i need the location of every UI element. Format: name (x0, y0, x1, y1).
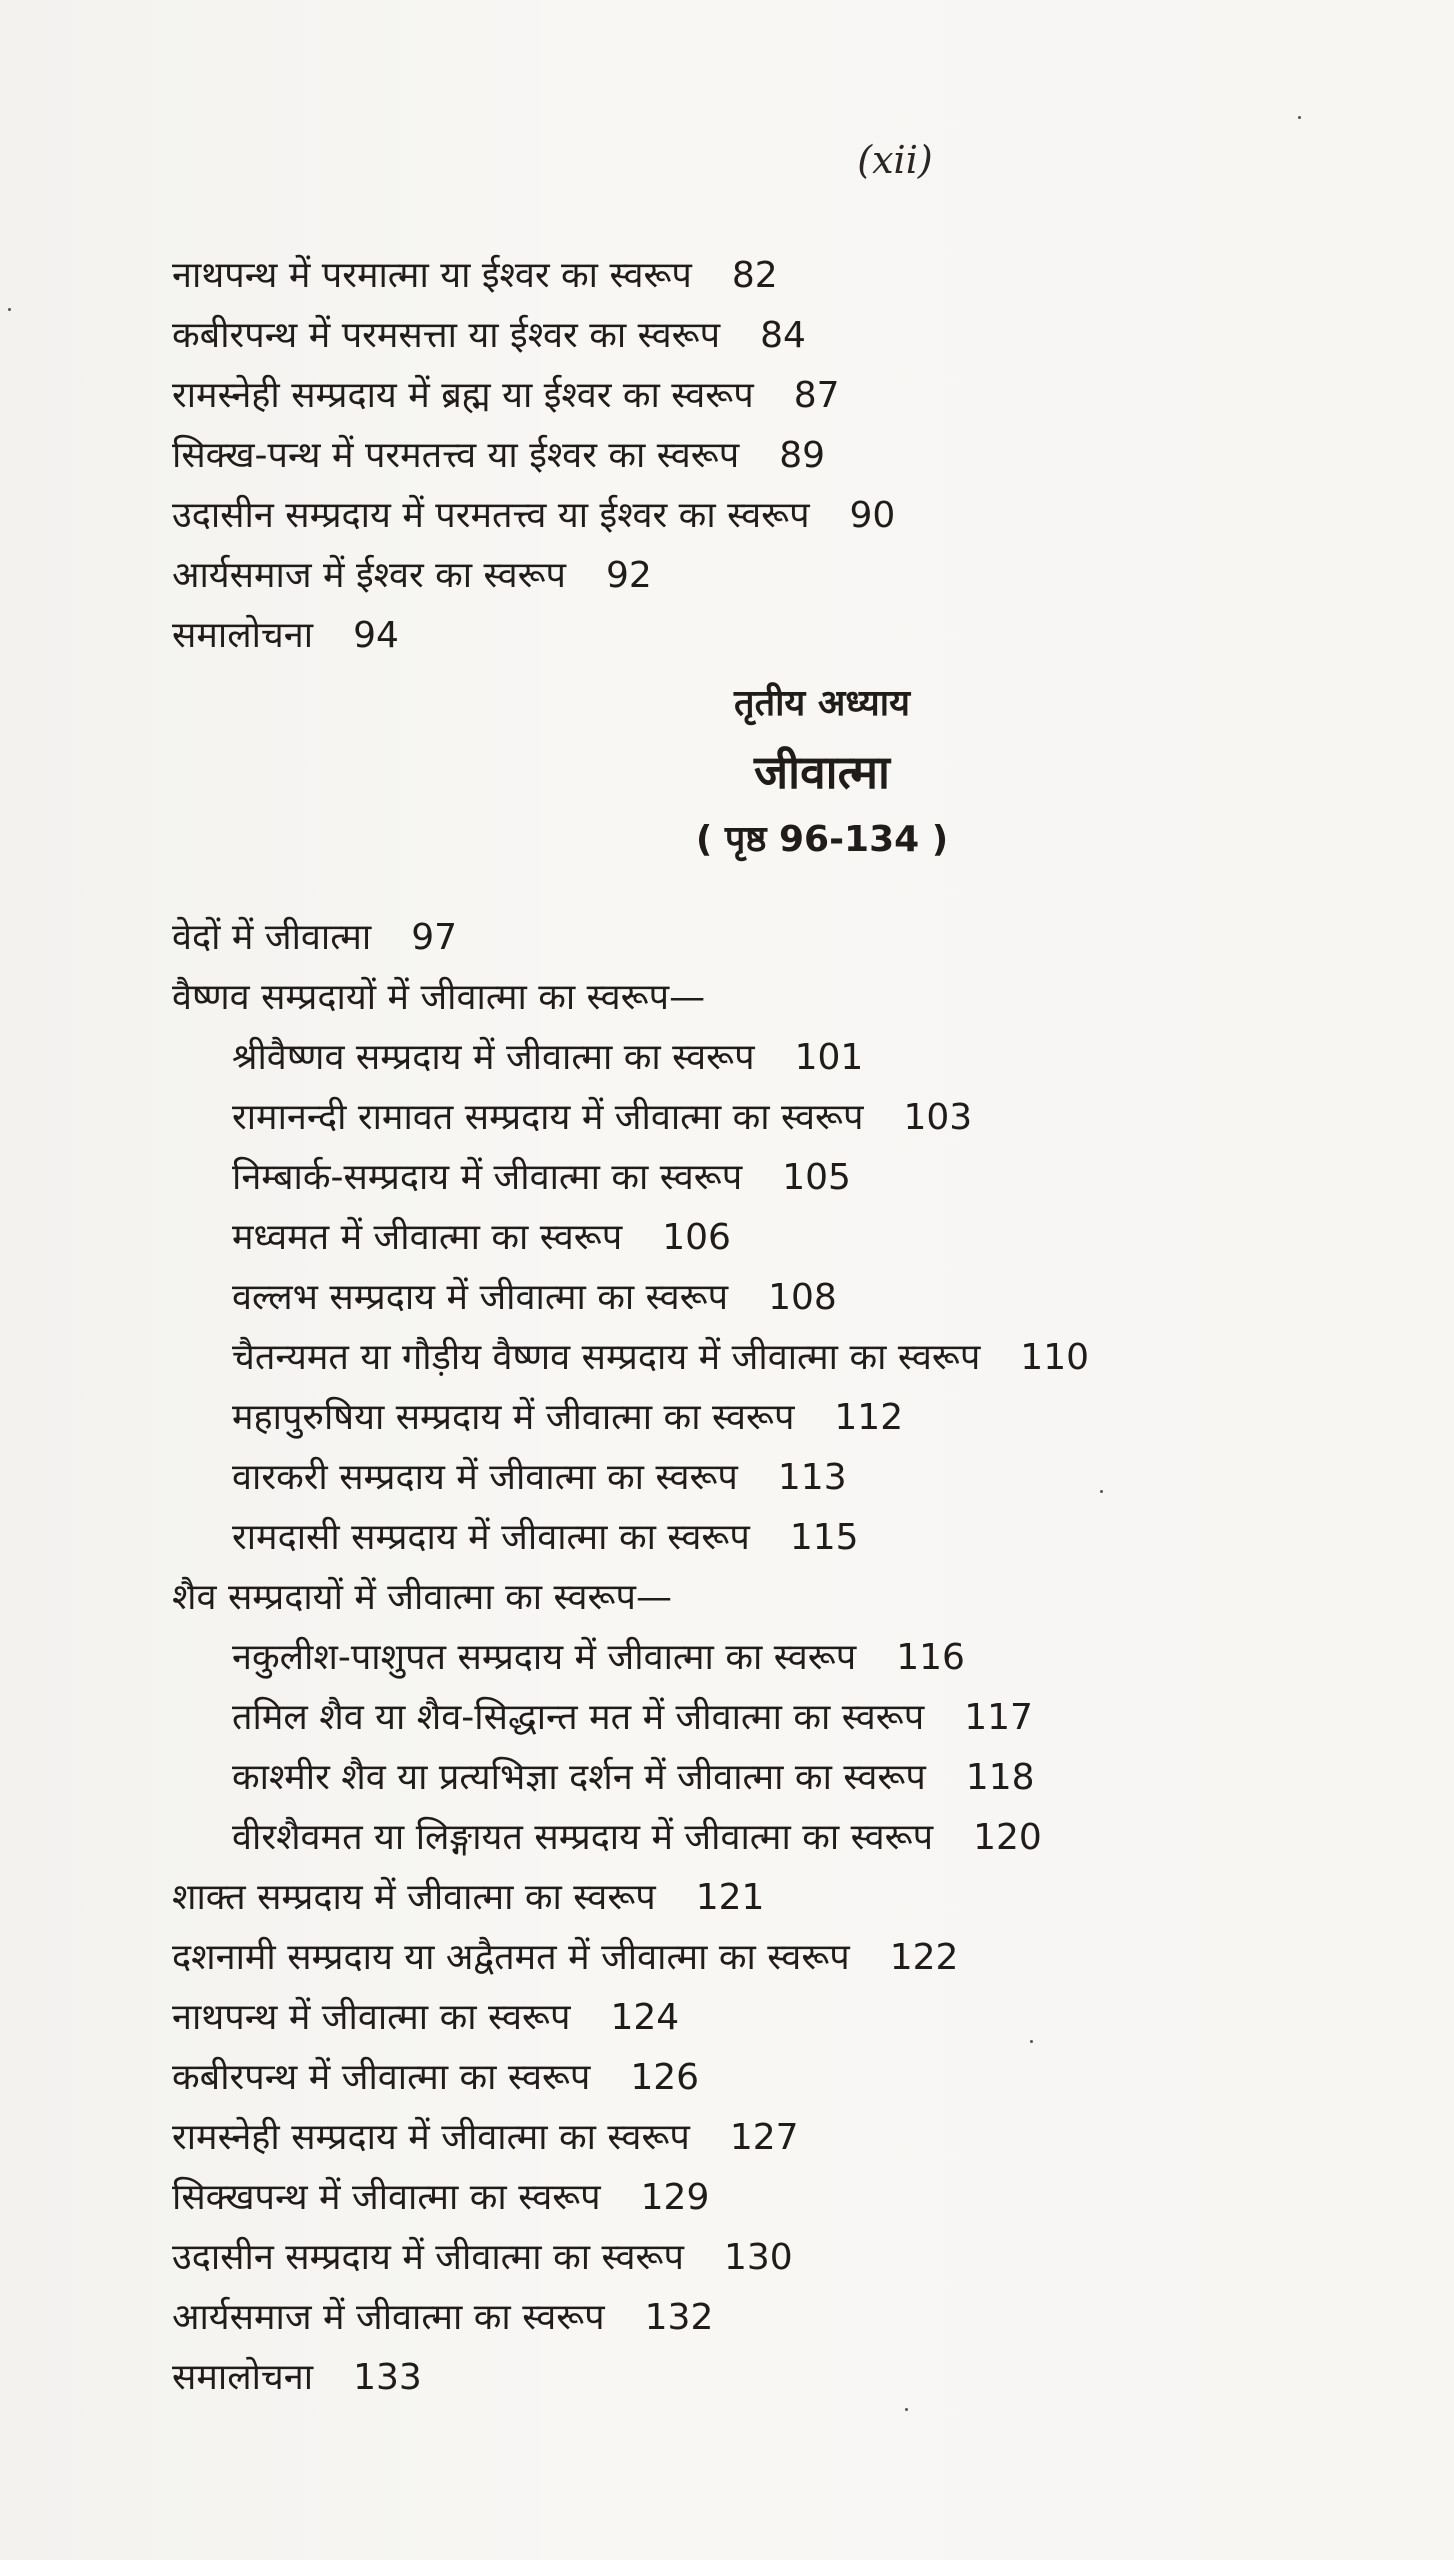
toc-entry-title: सिक्ख-पन्थ में परमतत्त्व या ईश्वर का स्वरूप (172, 435, 740, 476)
toc-entry-title: कबीरपन्थ में परमसत्ता या ईश्वर का स्वरूप (172, 315, 721, 356)
toc-entry-page-number: 92 (606, 555, 652, 596)
toc-entry-title: सिक्खपन्थ में जीवात्मा का स्वरूप (172, 2177, 601, 2218)
toc-entry (172, 546, 1352, 606)
toc-entry-title: समालोचना (172, 615, 314, 656)
toc-entry-title: नाथपन्थ में जीवात्मा का स्वरूप (172, 1997, 571, 2038)
toc-entry (172, 426, 1352, 486)
toc-entry (172, 1928, 1352, 1988)
toc-entry (172, 2108, 1352, 2168)
toc-entry (172, 246, 1352, 306)
toc-entry-page-number: 133 (353, 2357, 422, 2398)
toc-entry-page-number: 106 (662, 1217, 731, 1258)
toc-entry-page-number: 124 (610, 1997, 680, 2038)
toc-entry-page-number: 115 (789, 1517, 859, 1558)
paper-speck (1298, 116, 1301, 119)
toc-entry (172, 908, 1352, 968)
toc-entry (172, 2348, 1352, 2408)
toc-entry (172, 1508, 1352, 1568)
toc-entry (172, 1148, 1352, 1208)
toc-entry-page-number: 108 (768, 1277, 837, 1318)
toc-entry-page-number: 120 (973, 1817, 1042, 1858)
chapter-title: जीवात्मा (754, 745, 890, 799)
toc-entry-page-number: 112 (834, 1397, 904, 1438)
toc-entry (172, 1028, 1352, 1088)
table-of-contents (172, 246, 1352, 2408)
toc-entry-page-number: 129 (640, 2177, 710, 2218)
toc-entry-page-number: 117 (964, 1697, 1033, 1738)
toc-entry-title: काश्मीर शैव या प्रत्यभिज्ञा दर्शन में जीवात्मा का स्वरूप (232, 1757, 926, 1798)
toc-entry-title: चैतन्यमत या गौड़ीय वैष्णव सम्प्रदाय में जीवात्मा का स्वरूप (232, 1337, 981, 1378)
toc-entry-title: शाक्त सम्प्रदाय में जीवात्मा का स्वरूप (172, 1877, 656, 1918)
toc-entry-title: वारकरी सम्प्रदाय में जीवात्मा का स्वरूप (232, 1457, 738, 1498)
toc-entry-page-number: 116 (896, 1637, 965, 1678)
chapter-label: तृतीय अध्याय (734, 683, 910, 724)
chapter-heading (172, 672, 1352, 872)
toc-entry (172, 1988, 1352, 2048)
toc-entry-page-number: 82 (731, 255, 778, 296)
toc-entry-title: तमिल शैव या शैव-सिद्धान्त मत में जीवात्मा का स्वरूप (232, 1697, 925, 1738)
toc-entry-page-number: 132 (644, 2297, 714, 2338)
paper-speck (1030, 2040, 1033, 2043)
toc-entry (172, 486, 1352, 546)
toc-entry-title: श्रीवैष्णव सम्प्रदाय में जीवात्मा का स्वरूप (232, 1037, 755, 1078)
toc-entry (172, 606, 1352, 666)
toc-entry (172, 1448, 1352, 1508)
toc-entry (172, 2048, 1352, 2108)
toc-entry-page-number: 126 (630, 2057, 700, 2098)
paper-speck (1100, 1490, 1103, 1493)
toc-entry-page-number: 87 (793, 375, 840, 416)
toc-entry-page-number: 105 (782, 1157, 851, 1198)
toc-entry-title: वीरशैवमत या लिङ्गायत सम्प्रदाय में जीवात्मा का स्वरूप (232, 1817, 934, 1858)
toc-entry-title: नकुलीश-पाशुपत सम्प्रदाय में जीवात्मा का स्वरूप (232, 1637, 857, 1678)
toc-entry (172, 1208, 1352, 1268)
toc-entry-title: समालोचना (172, 2357, 314, 2398)
toc-top-list (172, 246, 1352, 666)
toc-entry (172, 2228, 1352, 2288)
toc-entry-title: शैव सम्प्रदायों में जीवात्मा का स्वरूप— (172, 1577, 672, 1618)
paper-speck (8, 308, 11, 311)
toc-chapter-list (172, 908, 1352, 2408)
toc-entry-title: उदासीन सम्प्रदाय में परमतत्त्व या ईश्वर का स्वरूप (172, 495, 810, 536)
toc-entry-page-number: 90 (849, 495, 896, 536)
toc-entry-page-number: 127 (729, 2117, 799, 2158)
toc-entry-page-number: 101 (794, 1037, 864, 1078)
toc-entry-title: आर्यसमाज में ईश्वर का स्वरूप (172, 555, 567, 596)
toc-entry-page-number: 103 (903, 1097, 973, 1138)
toc-entry (172, 1808, 1352, 1868)
toc-entry-title: वेदों में जीवात्मा (172, 917, 372, 958)
toc-entry-page-number: 97 (411, 917, 458, 958)
toc-entry-title: वल्लभ सम्प्रदाय में जीवात्मा का स्वरूप (232, 1277, 729, 1318)
toc-entry-title: रामस्नेही सम्प्रदाय में ब्रह्म या ईश्वर का स्वरूप (172, 375, 754, 416)
toc-entry-title: निम्बार्क-सम्प्रदाय में जीवात्मा का स्वरूप (232, 1157, 743, 1198)
toc-entry-page-number: 130 (723, 2237, 793, 2278)
toc-entry-title: दशनामी सम्प्रदाय या अद्वैतमत में जीवात्मा का स्वरूप (172, 1937, 850, 1978)
toc-entry-page-number: 94 (353, 615, 399, 656)
toc-entry (172, 2168, 1352, 2228)
toc-entry-page-number: 122 (889, 1937, 959, 1978)
toc-entry-title: वैष्णव सम्प्रदायों में जीवात्मा का स्वरूप— (172, 977, 706, 1018)
toc-entry (172, 1088, 1352, 1148)
toc-entry-title: उदासीन सम्प्रदाय में जीवात्मा का स्वरूप (172, 2237, 684, 2278)
toc-entry (172, 1628, 1352, 1688)
page-number: (xii) (857, 138, 933, 182)
toc-entry (172, 1748, 1352, 1808)
toc-entry (172, 1328, 1352, 1388)
toc-entry-title: कबीरपन्थ में जीवात्मा का स्वरूप (172, 2057, 591, 2098)
toc-entry-page-number: 84 (760, 315, 806, 356)
toc-entry-page-number: 113 (777, 1457, 847, 1498)
toc-entry-title: महापुरुषिया सम्प्रदाय में जीवात्मा का स्वरूप (232, 1397, 795, 1438)
toc-entry (172, 306, 1352, 366)
toc-entry (172, 968, 1352, 1028)
toc-entry-page-number: 118 (965, 1757, 1035, 1798)
toc-entry (172, 1568, 1352, 1628)
toc-entry (172, 366, 1352, 426)
toc-entry-title: मध्वमत में जीवात्मा का स्वरूप (232, 1217, 623, 1258)
toc-entry-title: रामानन्दी रामावत सम्प्रदाय में जीवात्मा का स्वरूप (232, 1097, 864, 1138)
toc-entry-page-number: 121 (695, 1877, 765, 1918)
toc-entry-title: रामस्नेही सम्प्रदाय में जीवात्मा का स्वरूप (172, 2117, 690, 2158)
toc-entry-title: नाथपन्थ में परमात्मा या ईश्वर का स्वरूप (172, 255, 692, 296)
toc-entry-title: रामदासी सम्प्रदाय में जीवात्मा का स्वरूप (232, 1517, 750, 1558)
toc-entry (172, 1268, 1352, 1328)
toc-entry-page-number: 110 (1020, 1337, 1090, 1378)
chapter-page-range: ( पृष्ठ 96-134 ) (695, 819, 949, 860)
toc-entry (172, 1388, 1352, 1448)
toc-entry (172, 1868, 1352, 1928)
toc-entry (172, 1688, 1352, 1748)
toc-entry-page-number: 89 (779, 435, 826, 476)
paper-speck (905, 2408, 908, 2411)
toc-entry (172, 2288, 1352, 2348)
toc-entry-title: आर्यसमाज में जीवात्मा का स्वरूप (172, 2297, 605, 2338)
